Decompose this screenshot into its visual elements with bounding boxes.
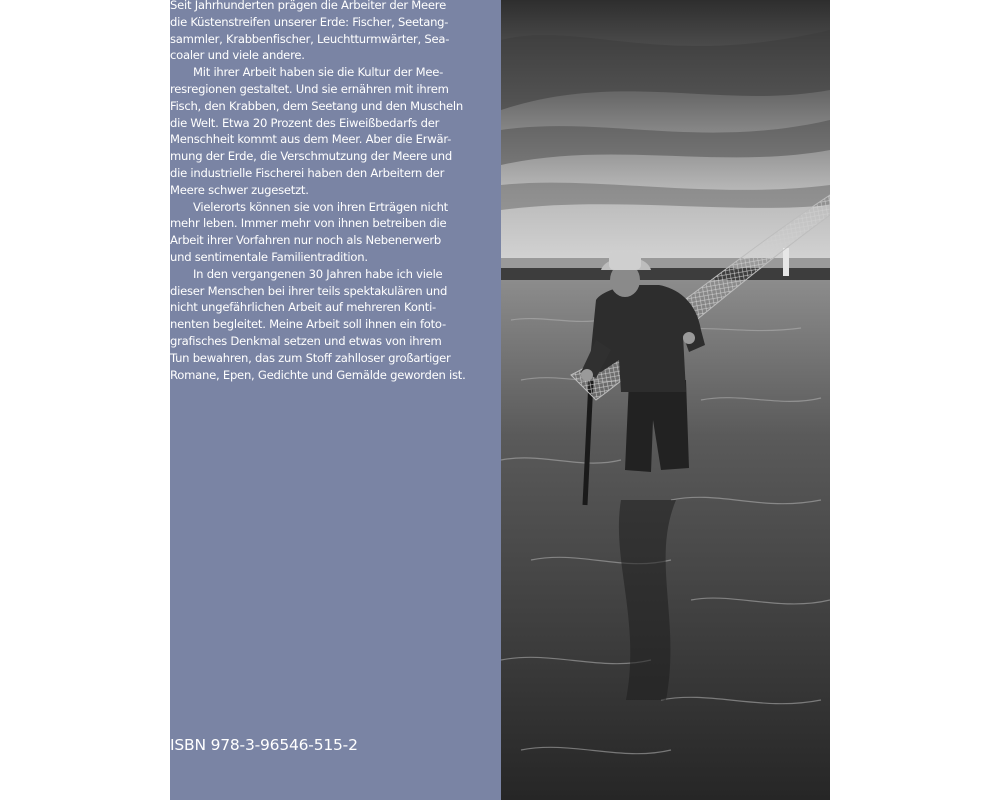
blurb-line: mung der Erde, die Verschmutzung der Meere und [170, 149, 452, 164]
blurb-line: Meere schwer zugesetzt. [170, 182, 309, 197]
text-panel [170, 0, 501, 800]
blurb-line: Mit ihrer Arbeit haben sie die Kultur der Mee- [193, 65, 444, 80]
book-back-cover [170, 0, 830, 800]
blurb-line: die Welt. Etwa 20 Prozent des Eiweißbedarfs der [170, 115, 440, 130]
blurb-line: nicht ungefährlichen Arbeit auf mehreren Konti- [170, 300, 436, 315]
blurb-line: Arbeit ihrer Vorfahren nur noch als Nebenerwerb [170, 233, 441, 248]
blurb-line: Seit Jahrhunderten prägen die Arbeiter der Meere [170, 0, 446, 12]
fisherman-photo-illustration [501, 0, 830, 800]
blurb-line: und sentimentale Familientradition. [170, 249, 368, 264]
blurb-paragraph-3 [170, 199, 494, 266]
blurb-paragraph-2 [170, 64, 494, 198]
blurb-paragraph-1 [170, 0, 494, 64]
blurb-line: resregionen gestaltet. Und sie ernähren mit ihrem [170, 81, 449, 96]
blurb-line: Vielerorts können sie von ihren Erträgen nicht [193, 199, 448, 214]
blurb-line: Tun bewahren, das zum Stoff zahlloser großartiger [170, 350, 451, 365]
blurb-line: Fisch, den Krabben, dem Seetang und den Muscheln [170, 98, 463, 113]
isbn-number: ISBN 978-3-96546-515-2 [170, 736, 358, 754]
blurb-paragraph-4 [170, 266, 494, 384]
blurb-line: Romane, Epen, Gedichte und Gemälde geworden ist. [170, 367, 466, 382]
blurb-line: grafisches Denkmal setzen und etwas von ihrem [170, 333, 442, 348]
blurb-line: mehr leben. Immer mehr von ihnen betreiben die [170, 216, 447, 231]
blurb-line: dieser Menschen bei ihrer teils spektakulären und [170, 283, 448, 298]
blurb-text [170, 0, 494, 383]
blurb-line: nenten begleitet. Meine Arbeit soll ihnen ein foto- [170, 317, 446, 332]
blurb-line: die Küstenstreifen unserer Erde: Fischer, Seetang- [170, 14, 449, 29]
blurb-line: sammler, Krabbenfischer, Leuchtturmwärter, Sea- [170, 31, 450, 46]
blurb-line: Menschheit kommt aus dem Meer. Aber die Erwär- [170, 132, 452, 147]
fisherman-photo [501, 0, 830, 800]
blurb-line: coaler und viele andere. [170, 48, 305, 63]
blurb-line: In den vergangenen 30 Jahren habe ich viele [193, 266, 443, 281]
blurb-line: die industrielle Fischerei haben den Arbeitern der [170, 165, 445, 180]
